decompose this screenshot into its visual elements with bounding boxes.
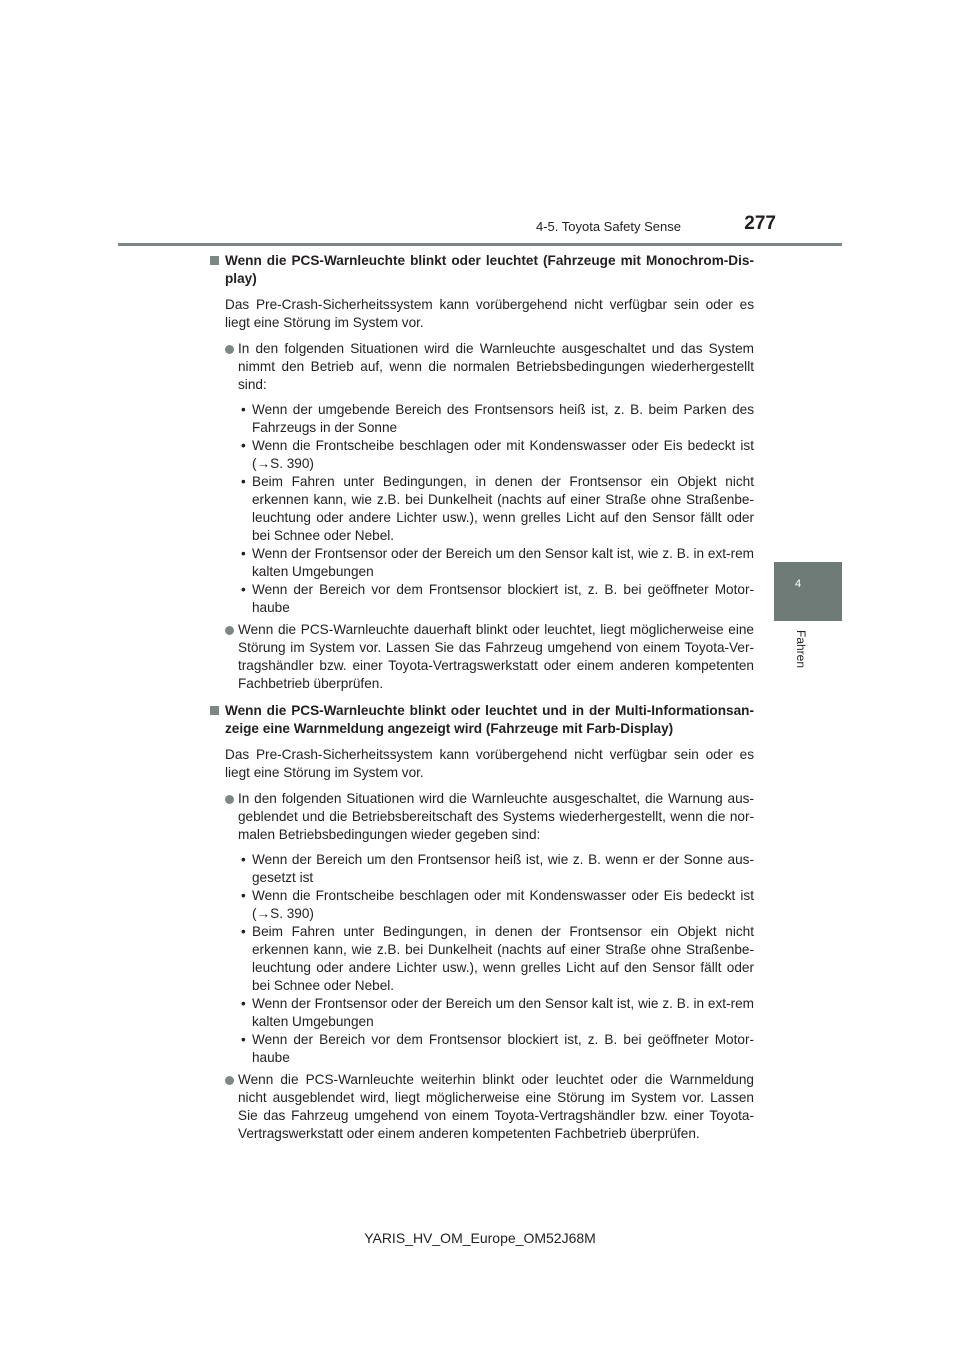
footer-doc-id: YARIS_HV_OM_Europe_OM52J68M: [364, 1230, 596, 1246]
bullet-item-text: Wenn die Frontscheibe beschlagen oder mit Kondenswasser oder Eis bedeckt ist (→S. 390): [252, 438, 754, 471]
circle-list-item-text: In den folgenden Situationen wird die Warnleuchte ausgeschaltet und das System nimmt den Betrieb auf, wenn die normalen Betriebsbedingungen wiederhergestellt sind:: [238, 341, 754, 392]
bullet-item: • Wenn der Bereich vor dem Frontsensor blockiert ist, z. B. bei geöffneter Motor-haube: [241, 1032, 754, 1065]
bullet-list: [210, 851, 754, 1067]
section-intro: Das Pre-Crash-Sicherheitssystem kann vorübergehend nicht verfügbar sein oder es liegt eine Störung im System vor.: [225, 297, 754, 330]
bullet-item: • Wenn der Bereich um den Frontsensor heiß ist, wie z. B. wenn er der Sonne aus-gesetzt ist: [241, 852, 754, 885]
circle-list-item-text: Wenn die PCS-Warnleuchte weiterhin blinkt oder leuchtet oder die Warnmeldung nicht ausgeblendet wird, liegt möglicherweise eine Störung im System vor. Lassen Sie das Fahrzeug umgehend von einem Toyota-Vertragshändler bzw. einer Toyota-Vertragswerkstatt oder einem anderen kompetenten Fachbetrieb überprüfen.: [238, 1072, 754, 1141]
side-tab: [774, 562, 842, 621]
circle-list-item: [210, 790, 754, 844]
bullet-item-text: Wenn der Bereich um den Frontsensor heiß ist, wie z. B. wenn er der Sonne aus-gesetzt ist: [252, 852, 754, 885]
circle-bullet-icon: [225, 626, 234, 635]
bullet-item-text: Wenn die Frontscheibe beschlagen oder mit Kondenswasser oder Eis bedeckt ist (→S. 390): [252, 888, 754, 921]
square-bullet-icon: [210, 706, 219, 715]
bullet-item: • Wenn der Bereich vor dem Frontsensor blockiert ist, z. B. bei geöffneter Motor-haube: [241, 582, 754, 615]
bullet-item-text: Wenn der Bereich vor dem Frontsensor blockiert ist, z. B. bei geöffneter Motor-haube: [252, 1032, 754, 1065]
page-content: [210, 252, 754, 1143]
square-bullet-icon: [210, 256, 219, 265]
section-intro: Das Pre-Crash-Sicherheitssystem kann vorübergehend nicht verfügbar sein oder es liegt eine Störung im System vor.: [225, 747, 754, 780]
bullet-item-text: Wenn der Frontsensor oder der Bereich um den Sensor kalt ist, wie z. B. in ext-rem kalten Umgebungen: [252, 546, 754, 579]
header-rule: [118, 243, 842, 246]
bullet-item: • Beim Fahren unter Bedingungen, in denen der Frontsensor ein Objekt nicht erkennen kann, wie z.B. bei Dunkelheit (nachts auf einer Straße ohne Straßenbe-leuchtung oder andere Lichter usw.), wenn grelles Licht auf den Sensor fällt oder bei Schnee oder Nebel.: [241, 924, 754, 993]
section-heading-text: Wenn die PCS-Warnleuchte blinkt oder leuchtet (Fahrzeuge mit Monochrom-Dis-play): [225, 253, 754, 286]
bullet-item: • Beim Fahren unter Bedingungen, in denen der Frontsensor ein Objekt nicht erkennen kann, wie z.B. bei Dunkelheit (nachts auf einer Straße ohne Straßenbe-leuchtung oder andere Lichter usw.), wenn grelles Licht auf den Sensor fällt oder bei Schnee oder Nebel.: [241, 474, 754, 543]
section-heading-text: Wenn die PCS-Warnleuchte blinkt oder leuchtet und in der Multi-Informationsan-zeige eine Warnmeldung angezeigt wird (Fahrzeuge mit Farb-Display): [225, 703, 754, 736]
circle-bullet-icon: [225, 345, 234, 354]
bullet-item: • Wenn die Frontscheibe beschlagen oder mit Kondenswasser oder Eis bedeckt ist (→S. 390): [241, 888, 754, 921]
section-heading: [210, 702, 754, 738]
bullet-item-text: Beim Fahren unter Bedingungen, in denen der Frontsensor ein Objekt nicht erkennen kann, wie z.B. bei Dunkelheit (nachts auf einer Straße ohne Straßenbe-leuchtung oder andere Lichter usw.), wenn grelles Licht auf den Sensor fällt oder bei Schnee oder Nebel.: [252, 474, 754, 543]
circle-list-item-text: Wenn die PCS-Warnleuchte dauerhaft blinkt oder leuchtet, liegt möglicherweise eine Störung im System vor. Lassen Sie das Fahrzeug umgehend von einem Toyota-Ver-tragshändler bzw. einer Toyota-Vertragswerkstatt oder einem anderen kompetenten Fachbetrieb überprüfen.: [238, 622, 754, 691]
page-number: 277: [744, 213, 776, 234]
circle-list-item: [210, 1071, 754, 1143]
bullet-item-text: Wenn der umgebende Bereich des Frontsensors heiß ist, z. B. beim Parken des Fahrzeugs in der Sonne: [252, 402, 754, 435]
header-section-title: 4-5. Toyota Safety Sense: [535, 219, 681, 234]
bullet-item: • Wenn der Frontsensor oder der Bereich um den Sensor kalt ist, wie z. B. in ext-rem kalten Umgebungen: [241, 996, 754, 1029]
circle-list-item-text: In den folgenden Situationen wird die Warnleuchte ausgeschaltet, die Warnung aus-geblendet und die Betriebsbereitschaft des Systems wiederhergestellt, wenn die nor-malen Betriebsbedingungen wieder gegeben sind:: [238, 791, 754, 842]
bullet-item-text: Wenn der Frontsensor oder der Bereich um den Sensor kalt ist, wie z. B. in ext-rem kalten Umgebungen: [252, 996, 754, 1029]
circle-bullet-icon: [225, 1076, 234, 1085]
bullet-item-text: Beim Fahren unter Bedingungen, in denen der Frontsensor ein Objekt nicht erkennen kann, wie z.B. bei Dunkelheit (nachts auf einer Straße ohne Straßenbe-leuchtung oder andere Lichter usw.), wenn grelles Licht auf den Sensor fällt oder bei Schnee oder Nebel.: [252, 924, 754, 993]
bullet-item: • Wenn die Frontscheibe beschlagen oder mit Kondenswasser oder Eis bedeckt ist (→S. 390): [241, 438, 754, 471]
side-tab-label: Fahren: [794, 630, 808, 669]
section-heading: [210, 252, 754, 288]
circle-bullet-icon: [225, 795, 234, 804]
circle-list-item: [210, 621, 754, 693]
side-tab-number: 4: [794, 578, 802, 590]
bullet-item-text: Wenn der Bereich vor dem Frontsensor blockiert ist, z. B. bei geöffneter Motor-haube: [252, 582, 754, 615]
circle-list-item: [210, 340, 754, 394]
bullet-item: • Wenn der umgebende Bereich des Frontsensors heiß ist, z. B. beim Parken des Fahrzeugs in der Sonne: [241, 402, 754, 435]
bullet-item: • Wenn der Frontsensor oder der Bereich um den Sensor kalt ist, wie z. B. in ext-rem kalten Umgebungen: [241, 546, 754, 579]
bullet-list: [210, 401, 754, 617]
